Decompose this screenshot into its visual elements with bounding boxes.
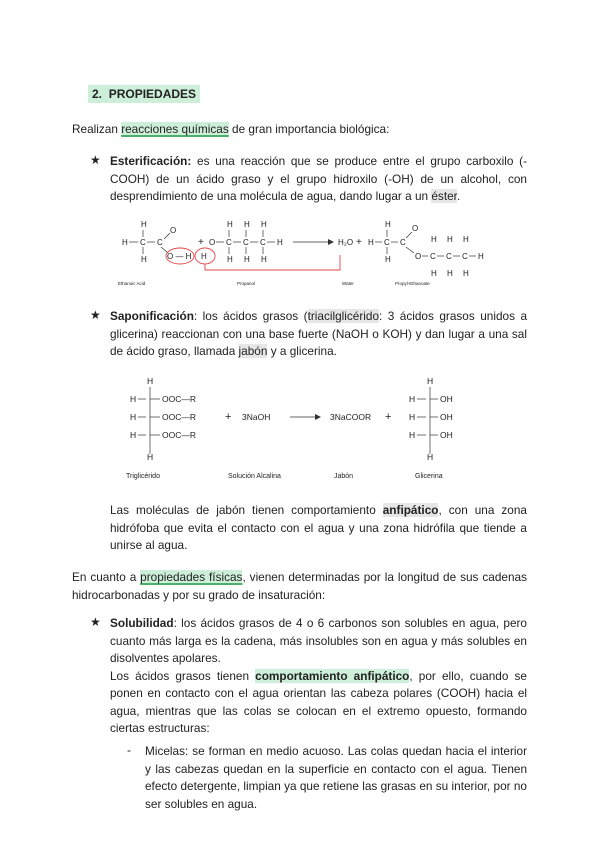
star-bullet-icon: ★ (90, 308, 101, 322)
svg-text:H: H (201, 252, 207, 261)
svg-text:C: C (446, 252, 452, 261)
svg-text:C: C (462, 252, 468, 261)
fisicas-paragraph: En cuanto a propiedades físicas, vienen determinadas por la longitud de sus cadenas hidrocarbonadas y por su grado de insaturación: (72, 570, 527, 602)
solubilidad-term: Solubilidad (110, 616, 174, 630)
svg-text:H₂O: H₂O (338, 238, 354, 247)
section-title: PROPIEDADES (108, 87, 197, 101)
ester-highlight: éster (431, 189, 457, 203)
svg-text:H: H (227, 255, 233, 264)
svg-text:H: H (463, 269, 469, 278)
svg-text:H: H (227, 220, 233, 229)
svg-text:H: H (147, 452, 154, 462)
svg-text:H: H (463, 235, 469, 244)
svg-text:+: + (356, 237, 362, 248)
svg-text:H: H (427, 376, 434, 386)
svg-text:O: O (209, 238, 216, 247)
svg-text:O: O (170, 226, 177, 235)
svg-text:H: H (431, 269, 437, 278)
label-jabon: Jabón (334, 473, 354, 480)
comportamiento-anfipatico-highlight: comportamiento anfipático (255, 668, 410, 683)
svg-text:H: H (244, 220, 250, 229)
svg-text:O: O (412, 224, 419, 233)
svg-text:+: + (225, 411, 232, 423)
anfipatico-highlight: anfipático (382, 503, 439, 517)
saponificacion-term: Saponificación (110, 309, 194, 323)
jabon-paragraph: Las moléculas de jabón tienen comportamiento anfipático, con una zona hidrófoba que evita el contacto con el agua y una zona hidrófila que tiende a unirse al agua. (110, 503, 527, 552)
svg-text:H: H (147, 376, 154, 386)
label-trigliceride: Triglicérido (126, 473, 160, 480)
label-glicerina: Glicerina (415, 473, 443, 480)
svg-text:H: H (130, 394, 137, 404)
ester-group: OOC—R (162, 430, 196, 440)
soap-product: 3NaCOOR (330, 412, 372, 422)
svg-text:C: C (260, 238, 266, 247)
svg-text:H: H (122, 238, 128, 247)
svg-text:H: H (244, 255, 250, 264)
section-heading (88, 87, 200, 101)
svg-text:+: + (198, 237, 204, 248)
h-atom: H (141, 220, 147, 229)
oh-group: OH (440, 430, 453, 440)
svg-text:H: H (385, 255, 391, 264)
svg-text:H: H (261, 255, 267, 264)
water-connector-line (205, 255, 340, 270)
svg-text:H: H (478, 252, 484, 261)
svg-text:O: O (415, 252, 422, 261)
naoh-reagent: 3NaOH (242, 412, 271, 422)
ester-group: OOC—R (162, 412, 196, 422)
svg-text:H: H (447, 269, 453, 278)
svg-text:C: C (243, 238, 249, 247)
svg-text:C: C (400, 238, 406, 247)
svg-text:C: C (226, 238, 232, 247)
svg-text:C: C (384, 238, 390, 247)
svg-text:H: H (141, 255, 147, 264)
svg-text:H: H (385, 220, 391, 229)
solubilidad-paragraph: Solubilidad: los ácidos grasos de 4 o 6 carbonos son solubles en agua, pero cuanto más larga es la cadena, más insolubles son en agua y más solubles en disolventes apolares. Los ácidos grasos tienen comportamiento anfipático, por ello, cuando se ponen en contacto con el agua orientan las cabeza polares (COOH) hacia el agua, mientras que las colas se colocan en el extremo opuesto, formando ciertas estructuras: (110, 616, 527, 735)
micelas-paragraph: Micelas: se forman en medio acuoso. Las colas quedan hacia el interior y las cabezas quedan en la superficie en contacto con el agua. Tienen efecto detergente, limpian ya que retiene las grasas en su interior, por no ser solubles en agua. (145, 744, 527, 811)
svg-text:H: H (447, 235, 453, 244)
intro-paragraph: Realizan reacciones químicas de gran importancia biológica: (72, 122, 390, 136)
svg-text:+: + (385, 411, 392, 423)
svg-text:H: H (409, 412, 416, 422)
svg-text:H: H (261, 220, 267, 229)
star-bullet-icon: ★ (90, 615, 101, 629)
svg-text:C: C (157, 238, 163, 247)
triacilglicerido-highlight: triacilglicérido (307, 309, 380, 323)
svg-text:H: H (368, 238, 374, 247)
esterificacion-paragraph: Esterificación: es una reacción que se produce entre el grupo carboxilo (-COOH) de un ácido graso y el grupo hidroxilo (-OH) de un alcohol, con desprendimiento de una molécula de agua, dando lugar a un éster. (110, 154, 527, 203)
svg-text:H: H (409, 394, 416, 404)
section-number: 2. (92, 87, 103, 101)
svg-text:H: H (130, 430, 137, 440)
reacciones-quimicas-link: reacciones químicas (121, 122, 229, 136)
esterification-reaction-diagram (110, 215, 510, 290)
svg-text:H: H (130, 412, 137, 422)
svg-text:H: H (277, 238, 283, 247)
oh-group: OH (440, 412, 453, 422)
label-solucion-alcalina: Solución Alcalina (228, 473, 281, 480)
ester-group: OOC—R (162, 394, 196, 404)
svg-text:H: H (431, 235, 437, 244)
label-propyl-ethanoate: Propyl-Ethanoate (395, 281, 430, 286)
label-propanol: Propanol (237, 281, 256, 286)
dash-bullet: - (127, 743, 131, 757)
jabon-highlight: jabón (238, 344, 268, 358)
svg-text:C: C (140, 238, 146, 247)
propiedades-fisicas-link: propiedades físicas (140, 570, 243, 584)
svg-text:O — H: O — H (167, 252, 192, 261)
svg-text:H: H (409, 430, 416, 440)
label-water: Water (342, 281, 354, 286)
saponification-reaction-diagram (118, 372, 478, 487)
svg-text:H: H (427, 452, 434, 462)
esterificacion-term: Esterificación: (110, 154, 192, 168)
oh-group: OH (440, 394, 453, 404)
svg-text:C: C (430, 252, 436, 261)
star-bullet-icon: ★ (90, 153, 101, 167)
label-ethanoic-acid: Ethanoic Acid (118, 281, 146, 286)
saponificacion-paragraph: Saponificación: los ácidos grasos (triacilglicérido: 3 ácidos grasos unidos a glicerina) reaccionan con una base fuerte (NaOH o KOH) y dan lugar a una sal de ácido graso, llamada jabón y a glicerina. (110, 309, 528, 358)
